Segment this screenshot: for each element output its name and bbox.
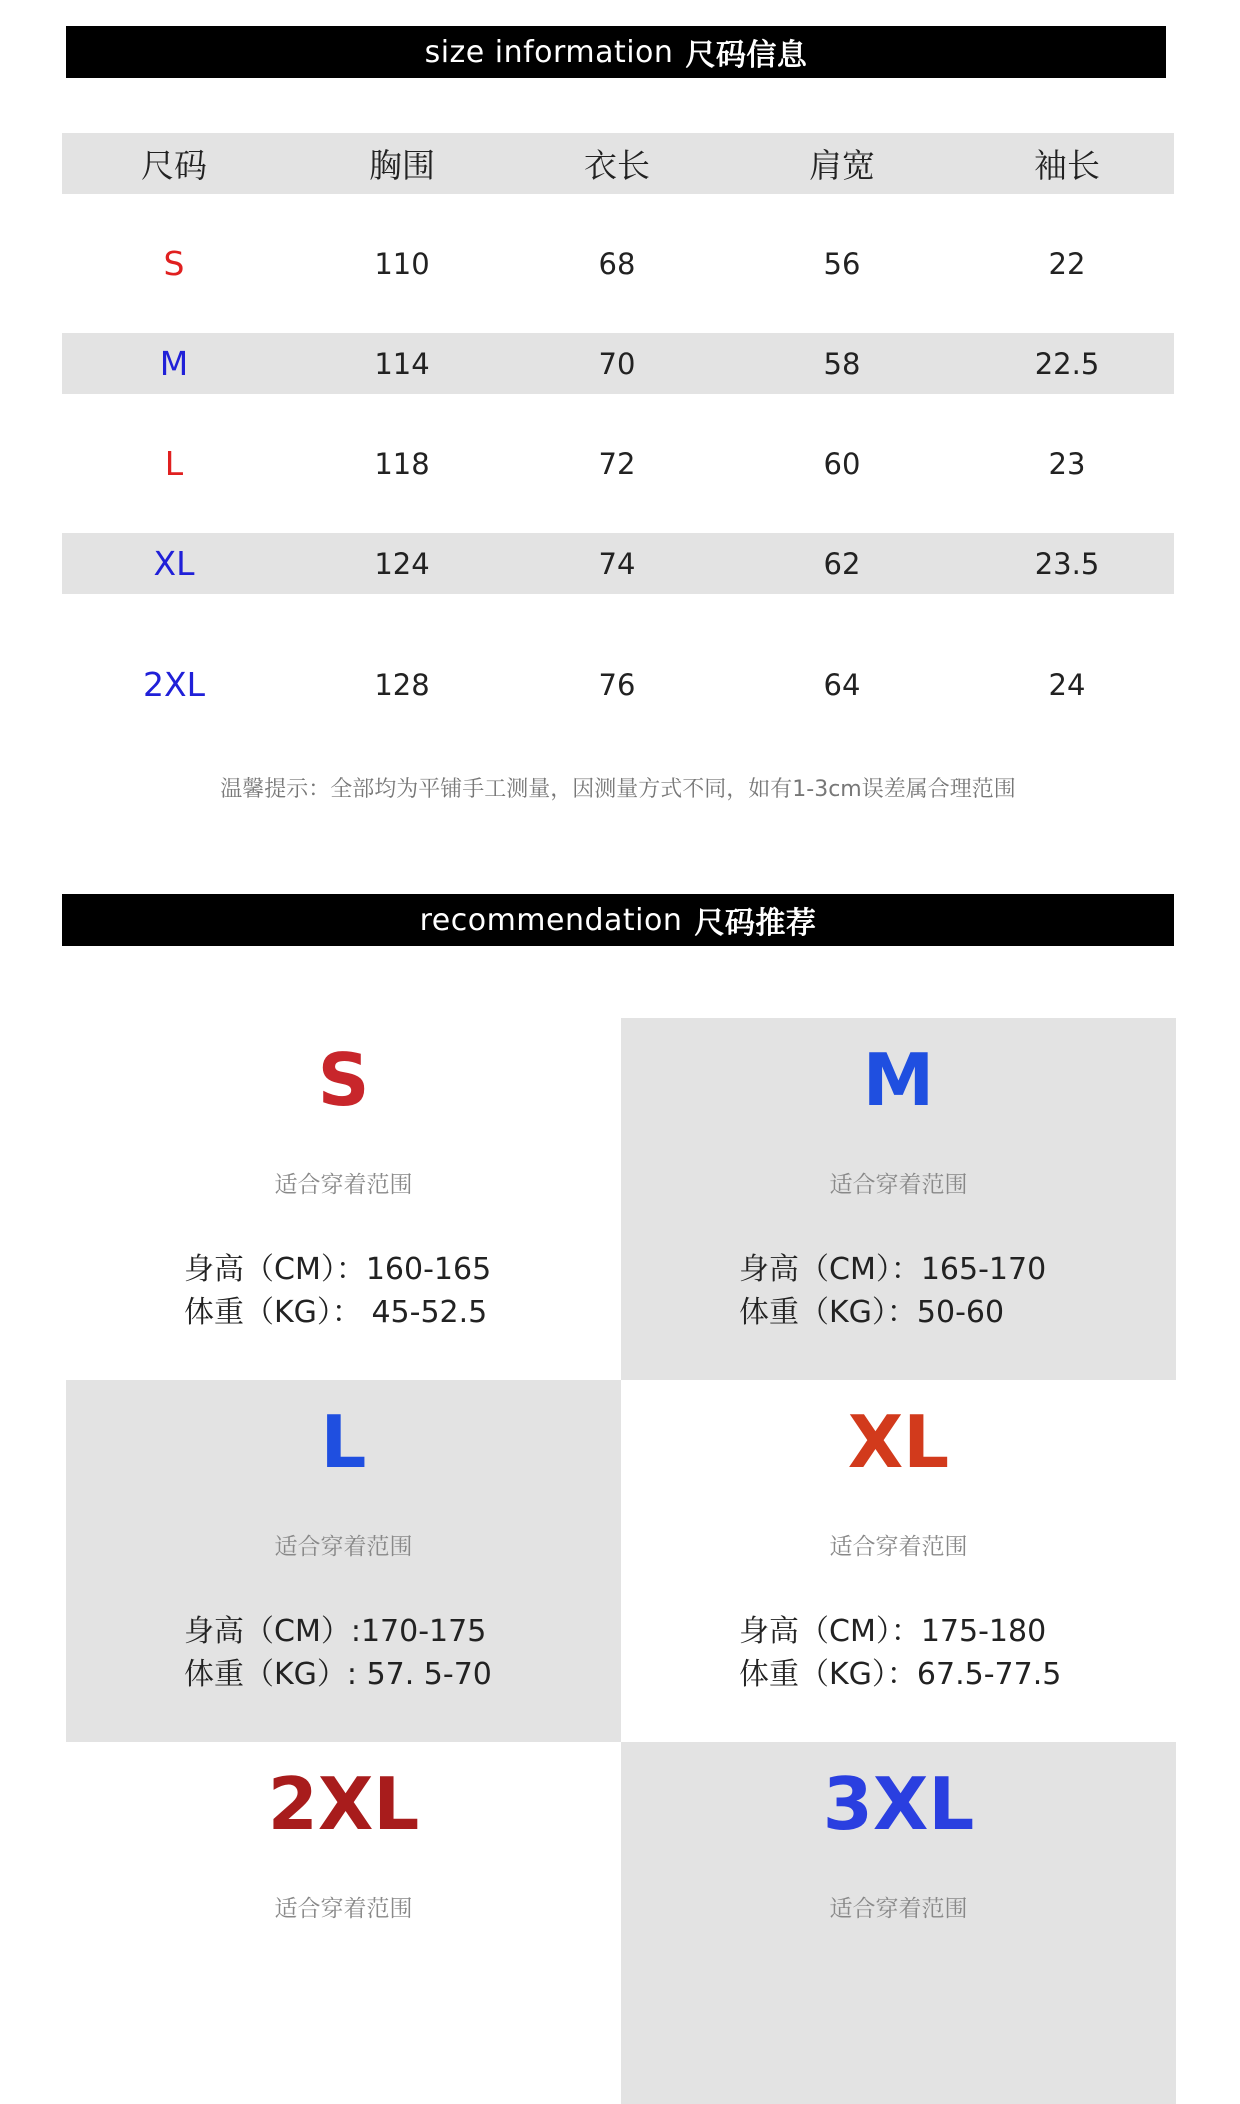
recommendation-size: M	[862, 1038, 935, 1122]
recommendation-spec	[739, 1610, 1156, 1696]
measurement-note: 温馨提示：全部均为平铺手工测量，因测量方式不同，如有1-3cm误差属合理范围	[220, 777, 1016, 802]
shoulder-value: 64	[823, 667, 861, 702]
weight-range: 体重（KG）： 45-52.5	[184, 1295, 488, 1330]
sleeve-value: 23	[1048, 446, 1086, 481]
header-chest: 胸围	[369, 146, 435, 185]
recommendation-card-l	[66, 1380, 621, 1742]
size-row-s	[62, 233, 1174, 294]
recommendation-card-2xl	[66, 1742, 621, 2104]
recommendation-subtitle: 适合穿着范围	[274, 1172, 413, 1198]
height-range: 身高（CM）：165-170	[739, 1252, 1047, 1287]
recommendation-banner	[62, 894, 1174, 946]
size-table	[62, 133, 1174, 715]
recommendation-card-3xl	[621, 1742, 1176, 2104]
recommendation-subtitle: 适合穿着范围	[274, 1896, 413, 1922]
recommendation-spec	[739, 1248, 1156, 1334]
recommendation-subtitle: 适合穿着范围	[829, 1172, 968, 1198]
sleeve-value: 23.5	[1034, 546, 1100, 581]
length-value: 76	[598, 667, 636, 702]
size-row-l	[62, 433, 1174, 494]
recommendation-title-zh: 尺码推荐	[694, 906, 817, 941]
recommendation-size: 3XL	[822, 1762, 975, 1846]
length-value: 74	[598, 546, 636, 581]
shoulder-value: 62	[823, 546, 861, 581]
size-label: 2XL	[143, 665, 205, 704]
chest-value: 118	[374, 446, 430, 481]
header-length: 衣长	[584, 146, 650, 185]
header-size: 尺码	[141, 146, 207, 185]
chest-value: 124	[374, 546, 430, 581]
height-range: 身高（CM）:170-175	[184, 1614, 487, 1649]
shoulder-value: 56	[823, 246, 861, 281]
sleeve-value: 24	[1048, 667, 1086, 702]
size-row-xl	[62, 533, 1174, 594]
header-shoulder: 肩宽	[809, 146, 875, 185]
weight-range: 体重（KG）：67.5-77.5	[739, 1657, 1062, 1692]
size-information-title-zh: 尺码信息	[685, 38, 808, 73]
recommendation-spec	[184, 1248, 601, 1334]
size-label: M	[159, 344, 189, 383]
recommendation-size: 2XL	[267, 1762, 420, 1846]
recommendation-card-xl	[621, 1380, 1176, 1742]
recommendation-card-m	[621, 1018, 1176, 1380]
chest-value: 128	[374, 667, 430, 702]
sleeve-value: 22.5	[1034, 346, 1100, 381]
size-label: L	[164, 444, 184, 483]
size-table-body	[62, 233, 1174, 715]
header-sleeve: 袖长	[1034, 146, 1100, 185]
sleeve-value: 22	[1048, 246, 1086, 281]
recommendation-size: XL	[847, 1400, 950, 1484]
length-value: 68	[598, 246, 636, 281]
shoulder-value: 60	[823, 446, 861, 481]
chest-value: 114	[374, 346, 430, 381]
recommendation-title-en: recommendation	[419, 902, 683, 938]
size-information-banner	[66, 26, 1166, 78]
recommendation-size: L	[320, 1400, 367, 1484]
size-label: XL	[153, 544, 195, 583]
size-row-m	[62, 333, 1174, 394]
recommendation-card-s	[66, 1018, 621, 1380]
length-value: 72	[598, 446, 636, 481]
shoulder-value: 58	[823, 346, 861, 381]
chest-value: 110	[374, 246, 430, 281]
recommendation-size: S	[317, 1038, 370, 1122]
recommendation-grid	[66, 1018, 1178, 2104]
weight-range: 体重（KG）: 57. 5-70	[184, 1657, 492, 1692]
size-table-header	[62, 133, 1174, 194]
recommendation-subtitle: 适合穿着范围	[829, 1534, 968, 1560]
size-row-2xl	[62, 654, 1174, 715]
recommendation-spec	[184, 1610, 601, 1696]
recommendation-subtitle: 适合穿着范围	[829, 1896, 968, 1922]
height-range: 身高（CM）：160-165	[184, 1252, 492, 1287]
height-range: 身高（CM）：175-180	[739, 1614, 1047, 1649]
size-label: S	[163, 244, 185, 283]
recommendation-subtitle: 适合穿着范围	[274, 1534, 413, 1560]
weight-range: 体重（KG）：50-60	[739, 1295, 1005, 1330]
size-information-title-en: size information	[424, 34, 674, 70]
length-value: 70	[598, 346, 636, 381]
